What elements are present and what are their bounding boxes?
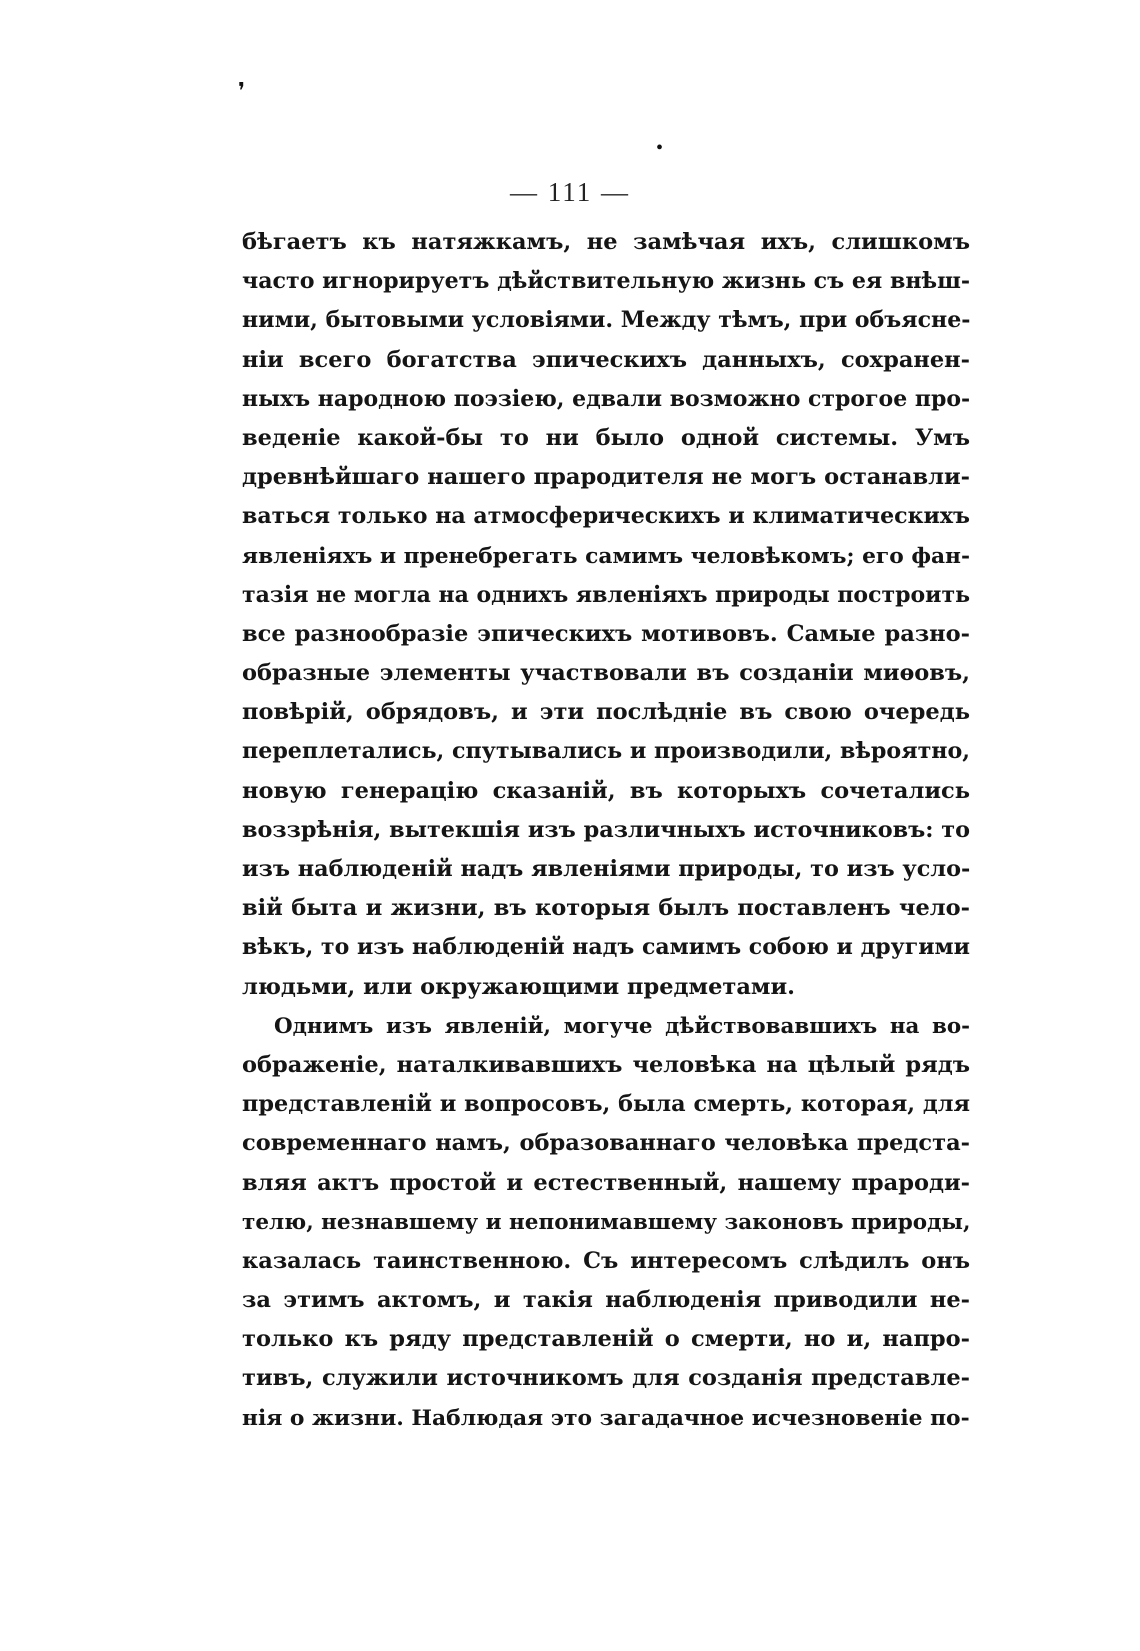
ink-speck: ❜ [238,78,246,103]
text-line: тазія не могла на однихъ явленіяхъ природы построить [242,581,970,608]
text-line: за этимъ актомъ, и такія наблюденія приводили не- [242,1287,970,1314]
page-number: — 111 — [510,177,630,207]
text-line: нія о жизни. Наблюдая это загадачное исчезновеніе по- [242,1405,970,1431]
text-line: переплетались, спутывались и производили, вѣроятно, [242,738,970,765]
text-line: тивъ, служили источникомъ для созданія представле- [242,1365,970,1392]
paragraph [242,223,970,1007]
text-line: все разнообразіе эпическихъ мотивовъ. Самые разно- [242,620,970,647]
text-line: вій быта и жизни, въ которыя былъ поставленъ чело- [242,895,970,922]
text-line: новую генерацію сказаній, въ которыхъ сочетались [242,777,970,804]
text-line: людьми, или окружающими предметами. [242,973,795,1000]
text-line: явленіяхъ и пренебрегать самимъ человѣкомъ; его фан- [242,543,970,569]
text-line: ваться только на атмосферическихъ и климатическихъ [242,503,970,530]
text-line: вляя актъ простой и естественный, нашему прароди- [242,1169,970,1196]
text-line: воззрѣнія, вытекшія изъ различныхъ источниковъ: то [242,816,970,843]
text-line: повѣрій, обрядовъ, и эти послѣдніе въ свою очередь [242,699,970,726]
text-line: образные элементы участвовали въ созданіи миѳовъ, [242,660,970,687]
text-line: ображеніе, наталкивавшихъ человѣка на цѣлый рядъ [242,1051,970,1078]
text-line: ніи всего богатства эпическихъ данныхъ, сохранен- [242,346,970,373]
text-line: современнаго намъ, образованнаго человѣка предста- [242,1130,970,1157]
text-line: представленій и вопросовъ, была смерть, которая, для [242,1091,970,1118]
body-text [242,223,970,1438]
text-line: бѣгаетъ къ натяжкамъ, не замѣчая ихъ, слишкомъ [242,229,970,255]
text-line: веденіе какой-бы то ни было одной системы. Умъ [242,424,970,451]
text-line: телю, незнавшему и непонимавшему законовъ природы, [242,1209,971,1235]
ink-speck: • [656,137,664,159]
text-line: изъ наблюденій надъ явленіями природы, то изъ усло- [242,856,971,882]
text-line: древнѣйшаго нашего прародителя не могъ останавли- [242,464,970,491]
text-line: Однимъ изъ явленій, могуче дѣйствовавшихъ на во- [274,1013,970,1039]
text-line: только къ ряду представленій о смерти, но и, напро- [242,1326,970,1353]
text-line: ныхъ народною поэзіею, едвали возможно строгое про- [242,385,971,412]
text-line: казалась таинственною. Съ интересомъ слѣдилъ онъ [242,1247,970,1274]
text-line: вѣкъ, то изъ наблюденій надъ самимъ собою и другими [242,934,970,961]
text-line: ними, бытовыми условіями. Между тѣмъ, при объясне- [242,307,971,334]
paragraph [242,1007,970,1438]
text-line: часто игнорируетъ дѣйствительную жизнь съ ея внѣш- [242,268,971,295]
